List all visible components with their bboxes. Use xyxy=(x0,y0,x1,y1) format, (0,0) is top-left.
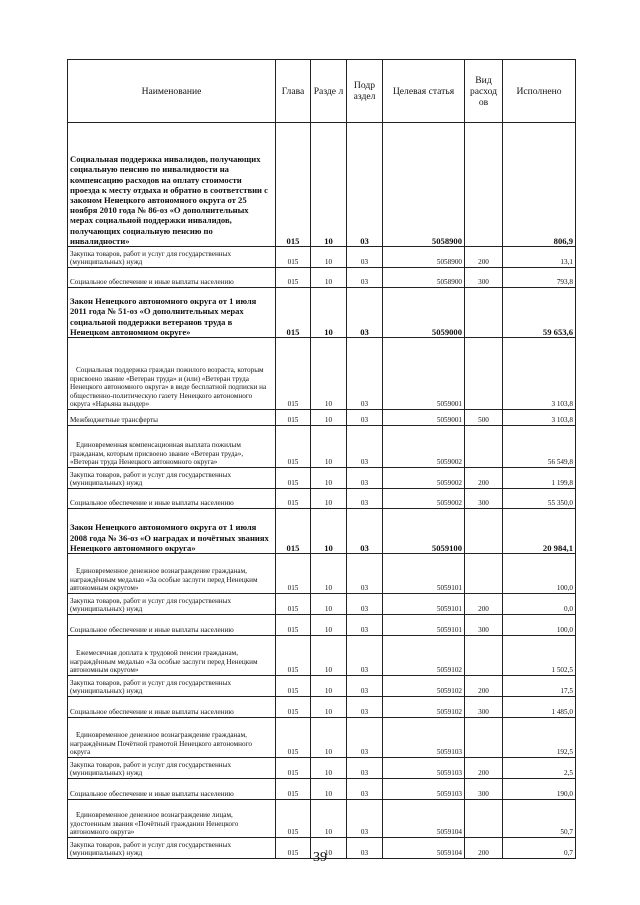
cell-podrazdel: 03 xyxy=(347,615,383,636)
cell-ispolneno: 55 350,0 xyxy=(503,489,576,509)
cell-tselevaya: 5059102 xyxy=(383,676,465,697)
cell-tselevaya: 5058900 xyxy=(383,268,465,288)
cell-tselevaya: 5059101 xyxy=(383,554,465,594)
cell-ispolneno: 1 199,8 xyxy=(503,468,576,489)
cell-tselevaya: 5058900 xyxy=(383,247,465,268)
cell-name: Социальное обеспечение и иные выплаты населению xyxy=(68,489,276,509)
cell-glava: 015 xyxy=(276,247,311,268)
table-row xyxy=(68,779,576,800)
cell-podrazdel: 03 xyxy=(347,758,383,779)
header-name: Наименование xyxy=(68,60,276,123)
table-row xyxy=(68,758,576,779)
cell-podrazdel: 03 xyxy=(347,676,383,697)
cell-razdel: 10 xyxy=(311,636,347,676)
cell-tselevaya: 5059102 xyxy=(383,636,465,676)
cell-podrazdel: 03 xyxy=(347,697,383,718)
header-podrazdel: Подр аздел xyxy=(347,60,383,123)
cell-ispolneno: 806,9 xyxy=(503,123,576,247)
cell-glava: 015 xyxy=(276,800,311,838)
table-row xyxy=(68,410,576,426)
cell-podrazdel: 03 xyxy=(347,779,383,800)
cell-vid xyxy=(465,509,503,554)
cell-tselevaya: 5059002 xyxy=(383,426,465,468)
cell-vid: 500 xyxy=(465,410,503,426)
table-row xyxy=(68,554,576,594)
cell-glava: 015 xyxy=(276,838,311,859)
cell-glava: 015 xyxy=(276,288,311,338)
table-row xyxy=(68,123,576,247)
cell-ispolneno: 56 549,8 xyxy=(503,426,576,468)
cell-ispolneno: 192,5 xyxy=(503,718,576,758)
cell-podrazdel: 03 xyxy=(347,468,383,489)
cell-vid: 200 xyxy=(465,468,503,489)
cell-vid: 300 xyxy=(465,779,503,800)
cell-ispolneno: 100,0 xyxy=(503,554,576,594)
cell-tselevaya: 5059000 xyxy=(383,288,465,338)
cell-razdel: 10 xyxy=(311,594,347,615)
cell-name: Социальная поддержка инвалидов, получающих социальную пенсию по инвалидности на компенсацию расходов на оплату стоимости проезда к месту отдыха и обратно в соответствии с законом Ненецкого автономного округа от 25 ноября 2010 года № 86-оз «О дополнительных мерах социальной поддержки инвалидов, получающих социальную пенсию по инвалидности» xyxy=(68,123,276,247)
cell-tselevaya: 5059103 xyxy=(383,718,465,758)
table-row xyxy=(68,338,576,410)
cell-vid: 300 xyxy=(465,697,503,718)
cell-razdel: 10 xyxy=(311,468,347,489)
table-row xyxy=(68,636,576,676)
cell-vid: 300 xyxy=(465,268,503,288)
cell-name: Закон Ненецкого автономного округа от 1 июля 2011 года № 51-оз «О дополнительных мерах социальной поддержки ветеранов труда в Ненецком автономном округе» xyxy=(68,288,276,338)
cell-ispolneno: 3 103,8 xyxy=(503,338,576,410)
cell-tselevaya: 5059001 xyxy=(383,410,465,426)
cell-podrazdel: 03 xyxy=(347,489,383,509)
table-row xyxy=(68,247,576,268)
cell-razdel: 10 xyxy=(311,268,347,288)
cell-name: Закупка товаров, работ и услуг для государственных (муниципальных) нужд xyxy=(68,594,276,615)
table-row xyxy=(68,268,576,288)
cell-name: Ежемесячная доплата к трудовой пенсии гражданам, награждённым медалью «За особые заслуги перед Ненецким автономным округом» xyxy=(68,636,276,676)
cell-razdel: 10 xyxy=(311,338,347,410)
cell-tselevaya: 5059001 xyxy=(383,338,465,410)
cell-podrazdel: 03 xyxy=(347,594,383,615)
cell-glava: 015 xyxy=(276,594,311,615)
cell-podrazdel: 03 xyxy=(347,268,383,288)
cell-glava: 015 xyxy=(276,468,311,489)
table-row xyxy=(68,288,576,338)
cell-razdel: 10 xyxy=(311,410,347,426)
cell-ispolneno: 50,7 xyxy=(503,800,576,838)
cell-glava: 015 xyxy=(276,410,311,426)
table-row xyxy=(68,697,576,718)
header-glava: Глава xyxy=(276,60,311,123)
cell-vid xyxy=(465,426,503,468)
cell-razdel: 10 xyxy=(311,615,347,636)
header-ispolneno: Исполнено xyxy=(503,60,576,123)
cell-vid: 200 xyxy=(465,758,503,779)
cell-glava: 015 xyxy=(276,615,311,636)
cell-vid xyxy=(465,338,503,410)
cell-ispolneno: 13,1 xyxy=(503,247,576,268)
cell-razdel: 10 xyxy=(311,509,347,554)
cell-ispolneno: 0,0 xyxy=(503,594,576,615)
cell-name: Единовременная компенсационная выплата пожилым гражданам, которым присвоено звание «Ветеран труда», «Ветеран труда Ненецкого автономного округа» xyxy=(68,426,276,468)
cell-tselevaya: 5059101 xyxy=(383,594,465,615)
cell-glava: 015 xyxy=(276,636,311,676)
table-row xyxy=(68,468,576,489)
cell-name: Закупка товаров, работ и услуг для государственных (муниципальных) нужд xyxy=(68,468,276,489)
cell-glava: 015 xyxy=(276,676,311,697)
cell-name: Закон Ненецкого автономного округа от 1 июля 2008 года № 36-оз «О наградах и почётных званиях Ненецкого автономного округа» xyxy=(68,509,276,554)
cell-name: Закупка товаров, работ и услуг для государственных (муниципальных) нужд xyxy=(68,676,276,697)
cell-ispolneno: 2,5 xyxy=(503,758,576,779)
cell-tselevaya: 5059103 xyxy=(383,758,465,779)
cell-razdel: 10 xyxy=(311,247,347,268)
cell-name: Закупка товаров, работ и услуг для государственных (муниципальных) нужд xyxy=(68,247,276,268)
cell-tselevaya: 5059104 xyxy=(383,800,465,838)
cell-podrazdel: 03 xyxy=(347,718,383,758)
cell-tselevaya: 5058900 xyxy=(383,123,465,247)
header-razdel: Разде л xyxy=(311,60,347,123)
cell-glava: 015 xyxy=(276,509,311,554)
cell-vid xyxy=(465,636,503,676)
cell-ispolneno: 0,7 xyxy=(503,838,576,859)
cell-glava: 015 xyxy=(276,338,311,410)
cell-vid xyxy=(465,288,503,338)
table-row xyxy=(68,509,576,554)
header-vid-raskhodov: Вид расход ов xyxy=(465,60,503,123)
cell-glava: 015 xyxy=(276,123,311,247)
cell-podrazdel: 03 xyxy=(347,338,383,410)
cell-podrazdel: 03 xyxy=(347,800,383,838)
cell-podrazdel: 03 xyxy=(347,554,383,594)
table-row xyxy=(68,676,576,697)
cell-razdel: 10 xyxy=(311,123,347,247)
cell-name: Единовременное денежное вознаграждение гражданам, награждённым медалью «За особые заслуги перед Ненецким автономным округом» xyxy=(68,554,276,594)
cell-tselevaya: 5059100 xyxy=(383,509,465,554)
cell-glava: 015 xyxy=(276,426,311,468)
cell-vid: 200 xyxy=(465,594,503,615)
cell-podrazdel: 03 xyxy=(347,426,383,468)
cell-glava: 015 xyxy=(276,758,311,779)
cell-ispolneno: 793,8 xyxy=(503,268,576,288)
cell-glava: 015 xyxy=(276,268,311,288)
cell-razdel: 10 xyxy=(311,800,347,838)
cell-name: Единовременное денежное вознаграждение лицам, удостоенным звания «Почётный гражданин Ненецкого автономного округа» xyxy=(68,800,276,838)
cell-podrazdel: 03 xyxy=(347,509,383,554)
header-tselevaya-statya: Целевая статья xyxy=(383,60,465,123)
cell-podrazdel: 03 xyxy=(347,247,383,268)
table-row xyxy=(68,489,576,509)
cell-razdel: 10 xyxy=(311,426,347,468)
cell-tselevaya: 5059101 xyxy=(383,615,465,636)
cell-tselevaya: 5059002 xyxy=(383,489,465,509)
table-row xyxy=(68,718,576,758)
cell-vid xyxy=(465,800,503,838)
cell-podrazdel: 03 xyxy=(347,636,383,676)
table-row xyxy=(68,426,576,468)
table-body xyxy=(68,123,576,859)
cell-razdel: 10 xyxy=(311,676,347,697)
cell-podrazdel: 03 xyxy=(347,288,383,338)
cell-glava: 015 xyxy=(276,489,311,509)
cell-ispolneno: 100,0 xyxy=(503,615,576,636)
cell-vid xyxy=(465,123,503,247)
cell-vid: 200 xyxy=(465,247,503,268)
cell-name: Социальная поддержка граждан пожилого возраста, которым присвоено звание «Ветеран труда» и (или) «Ветеран труда Ненецкого автономного округа» в виде бесплатной подписки на общественно-политическую газету Ненецкого автономного округа «Нарьяна вындер» xyxy=(68,338,276,410)
cell-ispolneno: 20 984,1 xyxy=(503,509,576,554)
cell-name: Межбюджетные трансферты xyxy=(68,410,276,426)
table-header-row xyxy=(68,60,576,123)
table-row xyxy=(68,594,576,615)
page-number: 39 xyxy=(313,850,327,865)
cell-tselevaya: 5059002 xyxy=(383,468,465,489)
budget-table xyxy=(67,59,576,859)
cell-name: Социальное обеспечение и иные выплаты населению xyxy=(68,615,276,636)
cell-podrazdel: 03 xyxy=(347,838,383,859)
cell-vid: 300 xyxy=(465,615,503,636)
cell-tselevaya: 5059103 xyxy=(383,779,465,800)
cell-ispolneno: 17,5 xyxy=(503,676,576,697)
cell-razdel: 10 xyxy=(311,288,347,338)
cell-podrazdel: 03 xyxy=(347,410,383,426)
cell-ispolneno: 3 103,8 xyxy=(503,410,576,426)
cell-vid: 300 xyxy=(465,489,503,509)
table-row xyxy=(68,800,576,838)
cell-tselevaya: 5059102 xyxy=(383,697,465,718)
cell-vid xyxy=(465,554,503,594)
cell-razdel: 10 xyxy=(311,779,347,800)
cell-name: Социальное обеспечение и иные выплаты населению xyxy=(68,268,276,288)
cell-name: Единовременное денежное вознаграждение гражданам, награждённым Почётной грамотой Ненецкого автономного округа xyxy=(68,718,276,758)
cell-glava: 015 xyxy=(276,779,311,800)
cell-razdel: 10 xyxy=(311,838,347,859)
cell-podrazdel: 03 xyxy=(347,123,383,247)
cell-name: Закупка товаров, работ и услуг для государственных (муниципальных) нужд xyxy=(68,758,276,779)
cell-ispolneno: 1 485,0 xyxy=(503,697,576,718)
cell-razdel: 10 xyxy=(311,758,347,779)
cell-razdel: 10 xyxy=(311,489,347,509)
cell-vid: 200 xyxy=(465,838,503,859)
cell-glava: 015 xyxy=(276,554,311,594)
cell-razdel: 10 xyxy=(311,718,347,758)
cell-vid xyxy=(465,718,503,758)
cell-razdel: 10 xyxy=(311,554,347,594)
cell-glava: 015 xyxy=(276,697,311,718)
cell-ispolneno: 190,0 xyxy=(503,779,576,800)
cell-tselevaya: 5059104 xyxy=(383,838,465,859)
cell-ispolneno: 1 502,5 xyxy=(503,636,576,676)
cell-name: Социальное обеспечение и иные выплаты населению xyxy=(68,697,276,718)
cell-name: Социальное обеспечение и иные выплаты населению xyxy=(68,779,276,800)
cell-razdel: 10 xyxy=(311,697,347,718)
cell-name: Закупка товаров, работ и услуг для государственных (муниципальных) нужд xyxy=(68,838,276,859)
cell-glava: 015 xyxy=(276,718,311,758)
table-row xyxy=(68,615,576,636)
cell-ispolneno: 59 653,6 xyxy=(503,288,576,338)
cell-vid: 200 xyxy=(465,676,503,697)
